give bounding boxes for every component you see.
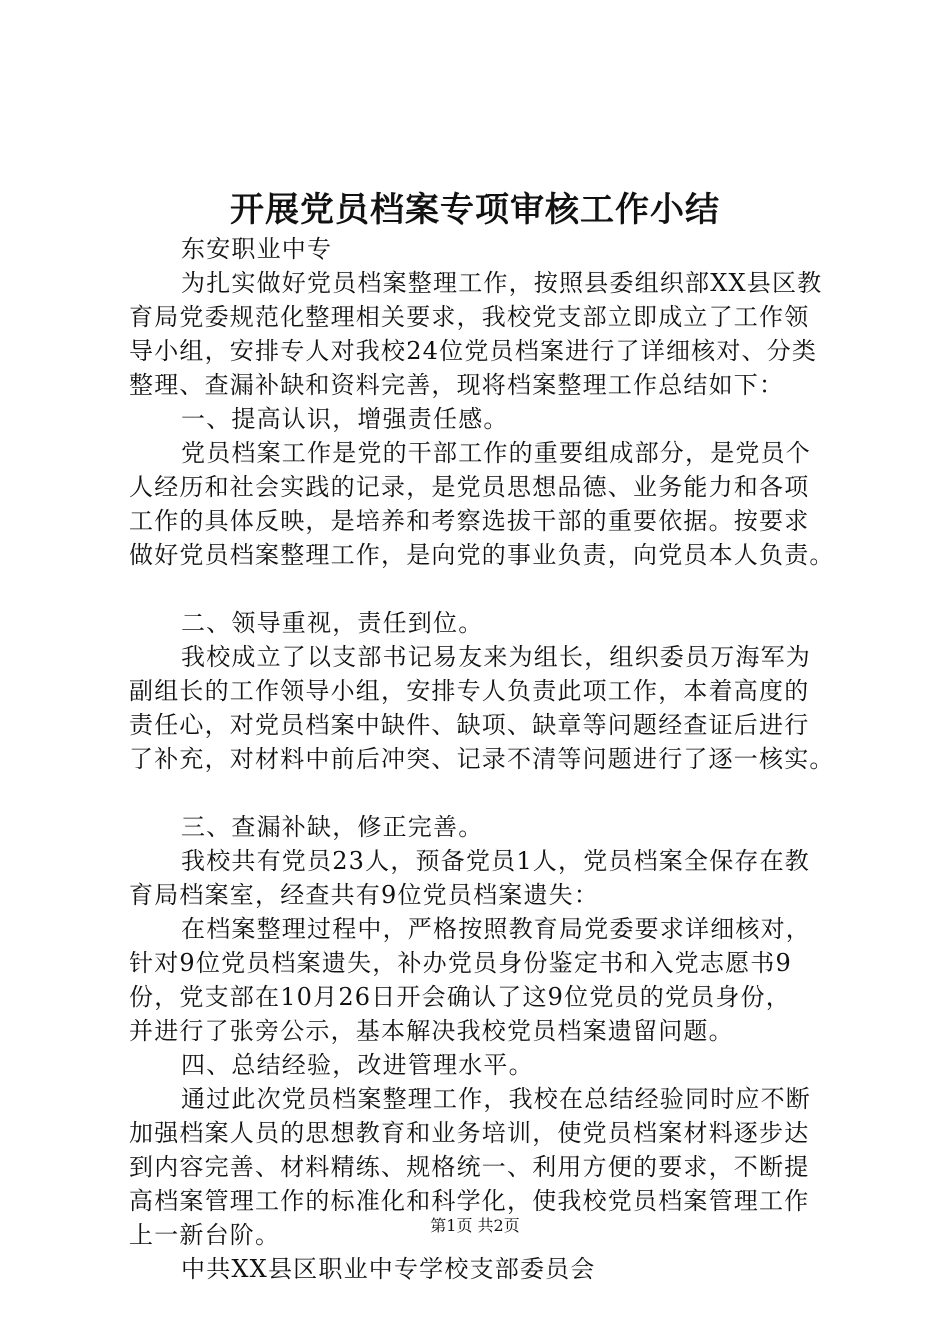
section-heading: 三、查漏补缺，修正完善。 xyxy=(181,813,484,841)
paragraph-line: 并进行了张旁公示，基本解决我校党员档案遗留问题。 xyxy=(129,1017,734,1045)
paragraph-line: 上一新台阶。 xyxy=(129,1221,281,1249)
paragraph-line: 份，党支部在10月26日开会确认了这9位党员的党员身份， xyxy=(129,983,791,1011)
author-line: 东安职业中专 xyxy=(181,235,333,263)
paragraph-line: 党员档案工作是党的干部工作的重要组成部分，是党员个 xyxy=(181,439,811,467)
paragraph-line: 针对9位党员档案遗失，补办党员身份鉴定书和入党志愿书9 xyxy=(129,949,792,977)
page-number: 第1页 共2页 xyxy=(430,1216,520,1235)
section-heading: 一、提高认识，增强责任感。 xyxy=(181,405,509,433)
signature-line: 中共XX县区职业中专学校支部委员会 xyxy=(181,1255,596,1283)
paragraph-line: 为扎实做好党员档案整理工作，按照县委组织部XX县区教 xyxy=(181,269,823,297)
paragraph-line: 我校成立了以支部书记易友来为组长，组织委员万海军为 xyxy=(181,643,811,671)
paragraph-line: 整理、查漏补缺和资料完善，现将档案整理工作总结如下： xyxy=(129,371,785,399)
section-heading: 二、领导重视，责任到位。 xyxy=(181,609,484,637)
paragraph-line: 加强档案人员的思想教育和业务培训，使党员档案材料逐步达 xyxy=(129,1119,810,1147)
paragraph-line: 人经历和社会实践的记录，是党员思想品德、业务能力和各项 xyxy=(129,473,810,501)
paragraph-line: 高档案管理工作的标准化和科学化，使我校党员档案管理工作 xyxy=(129,1187,810,1215)
paragraph-line: 到内容完善、材料精练、规格统一、利用方便的要求，不断提 xyxy=(129,1153,810,1181)
document-body xyxy=(129,232,837,1286)
section-heading: 四、总结经验，改进管理水平。 xyxy=(181,1051,534,1079)
paragraph-line: 通过此次党员档案整理工作，我校在总结经验同时应不断 xyxy=(181,1085,811,1113)
paragraph-line: 副组长的工作领导小组，安排专人负责此项工作，本着高度的 xyxy=(129,677,810,705)
paragraph-line: 育局党委规范化整理相关要求，我校党支部立即成立了工作领 xyxy=(129,303,810,331)
paragraph-line: 责任心，对党员档案中缺件、缺项、缺章等问题经查证后进行 xyxy=(129,711,810,739)
paragraph-line: 育局档案室，经查共有9位党员档案遗失： xyxy=(129,881,600,909)
paragraph-line: 在档案整理过程中，严格按照教育局党委要求详细核对， xyxy=(181,915,811,943)
blank-line xyxy=(129,572,837,606)
document-title: 开展党员档案专项审核工作小结 xyxy=(230,190,720,230)
paragraph-line: 工作的具体反映，是培养和考察选拔干部的重要依据。按要求 xyxy=(129,507,810,535)
paragraph-line: 了补充，对材料中前后冲突、记录不清等问题进行了逐一核实。 xyxy=(129,745,835,773)
paragraph-line: 我校共有党员23人，预备党员1人，党员档案全保存在教 xyxy=(181,847,811,875)
blank-line xyxy=(129,776,837,810)
paragraph-line: 导小组，安排专人对我校24位党员档案进行了详细核对、分类 xyxy=(129,337,818,365)
paragraph-line: 做好党员档案整理工作，是向党的事业负责，向党员本人负责。 xyxy=(129,541,835,569)
